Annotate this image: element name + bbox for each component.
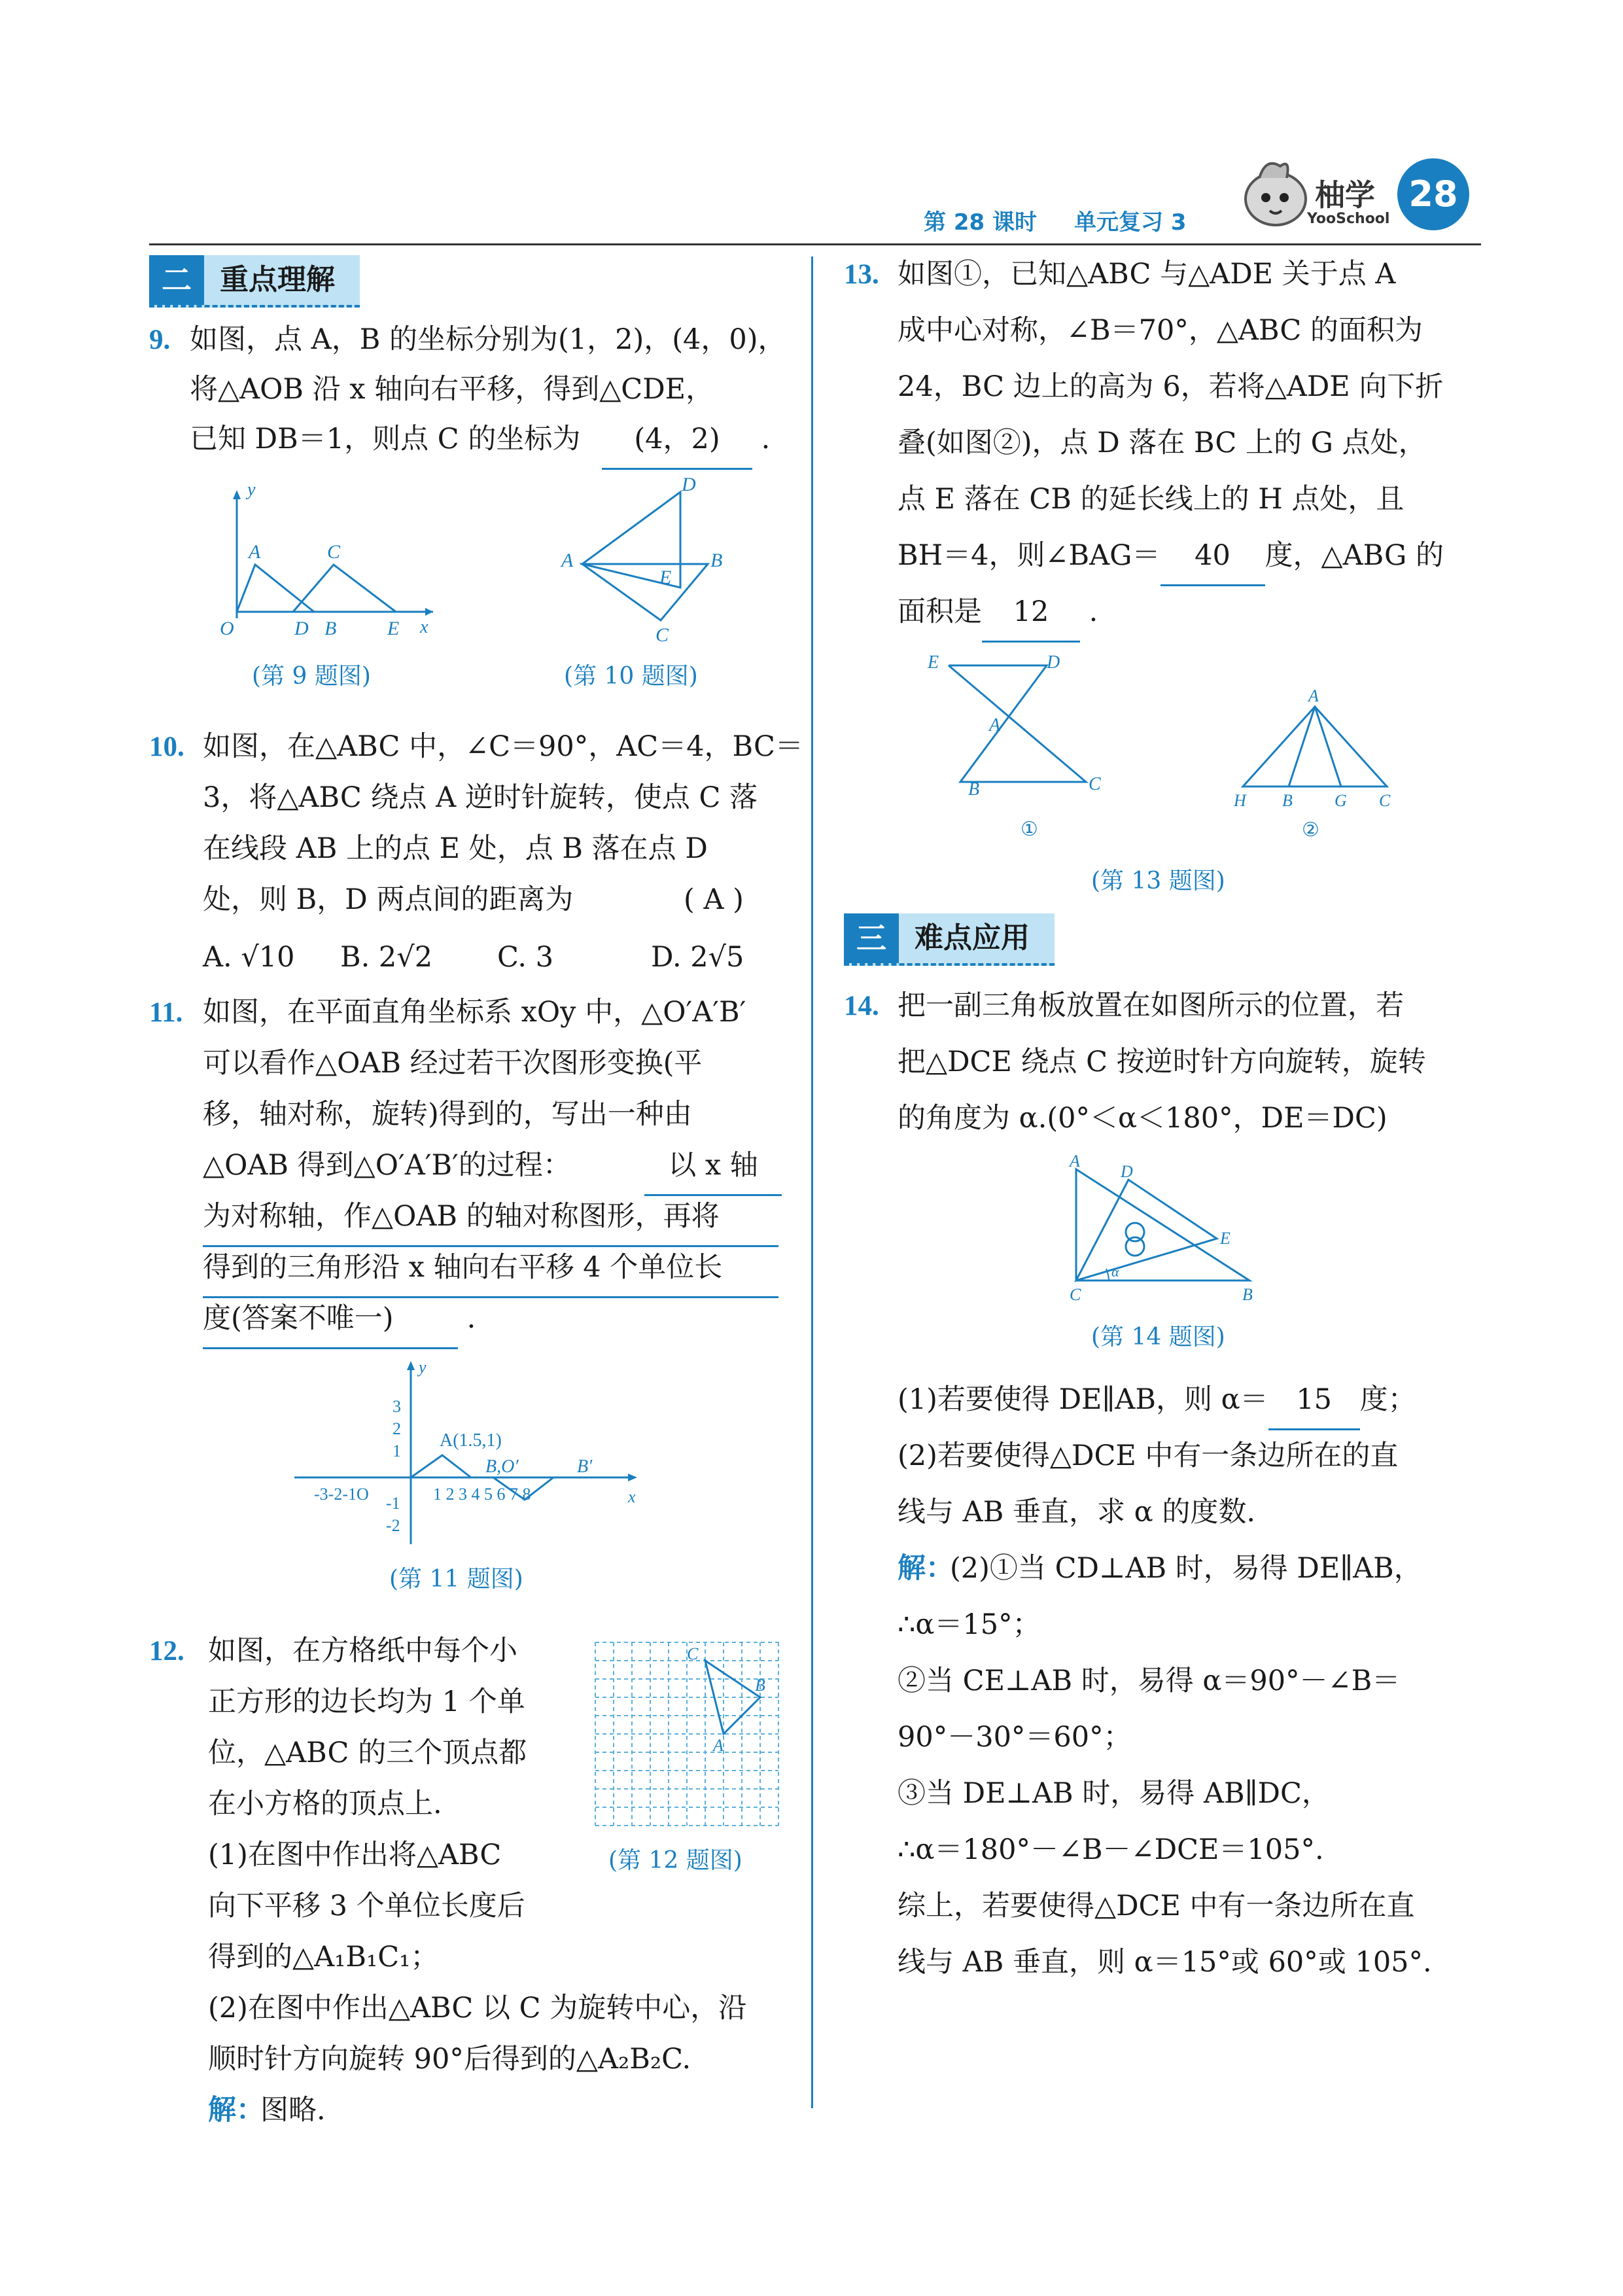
q14-line: 把一副三角板放置在如图所示的位置，若 xyxy=(898,989,1404,1022)
q13-fig1-mark: ① xyxy=(1021,819,1038,840)
q9-line: 已知 DB＝1，则点 C 的坐标为 xyxy=(190,423,581,455)
section-title: 难点应用 xyxy=(915,921,1030,955)
mascot-logo xyxy=(1240,152,1312,230)
q11-fig-label: B,O′ xyxy=(485,1457,519,1477)
q14-fig-label: E xyxy=(1220,1229,1230,1248)
q9-fig-label: x xyxy=(420,617,428,637)
section-tag: 三 xyxy=(844,913,899,963)
q14-line: 把△DCE 绕点 C 按逆时针方向旋转，旋转 xyxy=(898,1046,1426,1078)
q12-number: 12. xyxy=(149,1636,184,1667)
q9-fig-label: D xyxy=(294,618,309,638)
q11-line: 移，轴对称，旋转)得到的，写出一种由 xyxy=(203,1098,692,1131)
page-number-badge: 28 xyxy=(1397,158,1469,230)
q14-fig-label: A xyxy=(1070,1155,1080,1171)
q10-fig-label: B xyxy=(710,550,723,571)
q11-answer: 度(答案不唯一) . xyxy=(203,1290,476,1349)
q10-number: 10. xyxy=(149,732,184,762)
q11-line: △OAB 得到△O′A′B′的过程： xyxy=(203,1149,571,1182)
q14-solution-line: ∴α＝15°； xyxy=(898,1608,1041,1641)
q13-fig2-label: C xyxy=(1379,791,1391,810)
q10-line: 在线段 AB 上的点 E 处，点 B 落在点 D xyxy=(203,832,708,865)
q9-line: 如图，点 A，B 的坐标分别为(1，2)，(4，0)， xyxy=(190,323,786,356)
q13-line: 点 E 落在 CB 的延长线上的 H 点处，且 xyxy=(898,483,1405,516)
q11-fig-label: -1 xyxy=(386,1494,400,1513)
q13-line: BH＝4，则∠BAG＝ 40 度，△ABG 的 xyxy=(898,527,1444,586)
q13-fig1-label: C xyxy=(1089,774,1101,794)
section-tag: 二 xyxy=(149,255,204,305)
q13-fig1-label: D xyxy=(1047,652,1060,673)
q9-fig-label: B xyxy=(324,618,337,638)
q13-line: 面积是 12 . xyxy=(898,584,1098,643)
q12-line: 向下平移 3 个单位长度后 xyxy=(208,1890,525,1922)
q12-solution: 图略. xyxy=(260,2094,326,2127)
q14-number: 14. xyxy=(844,991,879,1021)
q9-caption: (第 9 题图) xyxy=(252,663,371,690)
q12-fig-label: B xyxy=(755,1676,765,1695)
q14-solution-line: (2)①当 CD⊥AB 时，易得 DE∥AB， xyxy=(950,1552,1422,1585)
q12-fig-label: C xyxy=(687,1644,699,1663)
q13-line: 成中心对称，∠B＝70°，△ABC 的面积为 xyxy=(898,314,1423,347)
q11-fig-label: 3 xyxy=(393,1397,401,1416)
q11-fig-label: -3-2-1O xyxy=(314,1485,369,1504)
q10-caption: (第 10 题图) xyxy=(564,663,698,690)
q12-line: (1)在图中作出将△ABC xyxy=(208,1839,502,1871)
q14-part1: (1)若要使得 DE∥AB，则 α＝ 15 度； xyxy=(898,1371,1416,1430)
section-header-3 xyxy=(844,913,1055,966)
q9-fig-label: O xyxy=(220,618,234,638)
q12-line: (2)在图中作出△ABC 以 C 为旋转中心，沿 xyxy=(208,1992,747,2024)
q13-fig2-mark: ② xyxy=(1302,819,1319,841)
brand-sub: YooSchool xyxy=(1307,211,1390,227)
q9-line: 将△AOB 沿 x 轴向右平移，得到△CDE， xyxy=(190,373,714,406)
q13-fig1-label: A xyxy=(989,715,1001,735)
section-header-2 xyxy=(149,255,360,308)
q10-fig-label: E xyxy=(659,567,672,588)
q10-answer: ( A ) xyxy=(684,883,744,916)
q11-fig-label: B′ xyxy=(577,1457,593,1477)
q14-solution-line: 综上，若要使得△DCE 中有一条边所在直 xyxy=(898,1890,1415,1922)
q14-part2: 线与 AB 垂直，求 α 的度数. xyxy=(898,1496,1256,1528)
q10-fig-label: A xyxy=(561,550,574,571)
q13-line: 24，BC 边上的高为 6，若将△ADE 向下折 xyxy=(898,370,1444,403)
q12-solution-label: 解： xyxy=(208,2094,264,2127)
q11-answer: 以 x 轴 xyxy=(644,1137,782,1196)
q10-line: 处，则 B，D 两点间的距离为 xyxy=(203,883,574,916)
q13-fig2-label: B xyxy=(1282,791,1293,810)
q9-fig-label: C xyxy=(327,541,341,563)
q10-figure xyxy=(556,478,739,648)
q14-fig-label: B xyxy=(1242,1285,1253,1304)
lesson-label: 第 28 课时 xyxy=(924,209,1037,236)
q14-solution-label: 解： xyxy=(898,1552,954,1585)
q14-solution-line: ②当 CE⊥AB 时，易得 α＝90°－∠B＝ xyxy=(898,1665,1401,1697)
q11-fig-label: 1 xyxy=(393,1441,401,1460)
q11-fig-label: y xyxy=(419,1358,427,1377)
q13-line: 如图①，已知△ABC 与△ADE 关于点 A xyxy=(898,258,1396,291)
q14-part2: (2)若要使得△DCE 中有一条边所在的直 xyxy=(898,1439,1399,1472)
q9-fig-label: A xyxy=(249,541,261,563)
q13-number: 13. xyxy=(844,259,879,290)
q14-line: 的角度为 α.(0°＜α＜180°，DE＝DC) xyxy=(898,1102,1387,1135)
q11-fig-label: A(1.5,1) xyxy=(440,1430,502,1451)
q13-figure-1 xyxy=(916,651,1112,847)
q11-answer: 得到的三角形沿 x 轴向右平移 4 个单位长 xyxy=(203,1239,778,1298)
q10-line: 如图，在△ABC 中，∠C＝90°，AC＝4，BC＝ xyxy=(203,730,803,763)
q13-fig2-label: A xyxy=(1308,687,1319,705)
q11-answer: 为对称轴，作△OAB 的轴对称图形，再将 xyxy=(203,1188,778,1247)
q9-fig-label: y xyxy=(247,481,256,500)
q13-fig2-label: H xyxy=(1234,791,1246,810)
q12-line: 得到的△A₁B₁C₁； xyxy=(208,1941,439,1973)
q14-figure xyxy=(1056,1155,1266,1309)
q14-fig-label: D xyxy=(1121,1162,1133,1181)
brand-name: 柚学 xyxy=(1315,177,1375,213)
q13-fig1-label: E xyxy=(928,652,939,673)
q10-option-b: B. 2√2 xyxy=(340,941,433,974)
q12-grid-figure xyxy=(589,1636,785,1832)
q10-fig-label: D xyxy=(682,478,696,495)
q14-solution-line: ∴α＝180°－∠B－∠DCE＝105°. xyxy=(898,1833,1324,1866)
q12-fig-label: A xyxy=(713,1736,724,1755)
column-divider xyxy=(811,256,813,2108)
q11-fig-label: 2 xyxy=(393,1419,401,1438)
q10-line: 3，将△ABC 绕点 A 逆时针旋转，使点 C 落 xyxy=(203,781,758,814)
q14-solution-line: 90°－30°＝60°； xyxy=(898,1721,1132,1754)
q13-figure-2 xyxy=(1217,687,1413,847)
q11-fig-label: x xyxy=(628,1487,636,1506)
q13-caption: (第 13 题图) xyxy=(1091,868,1225,894)
q10-option-a: A. √10 xyxy=(203,941,295,974)
q9-figure xyxy=(196,481,445,638)
q11-figure xyxy=(294,1354,648,1551)
q11-fig-label: -2 xyxy=(386,1516,400,1535)
section-title: 重点理解 xyxy=(220,263,335,296)
q10-option-c: C. 3 xyxy=(497,941,554,974)
q11-line: 如图，在平面直角坐标系 xOy 中，△O′A′B′ xyxy=(203,996,746,1029)
q14-caption: (第 14 题图) xyxy=(1091,1324,1225,1351)
q14-fig-label: α xyxy=(1111,1263,1119,1280)
q13-fig2-label: G xyxy=(1335,791,1347,810)
q12-line: 正方形的边长均为 1 个单 xyxy=(208,1686,525,1718)
header-rule xyxy=(149,243,1481,245)
q14-solution-line: 线与 AB 垂直，则 α＝15°或 60°或 105°. xyxy=(898,1946,1432,1979)
q12-line: 如图，在方格纸中每个小 xyxy=(208,1634,517,1667)
q11-number: 11. xyxy=(149,997,183,1028)
q10-option-d: D. 2√5 xyxy=(651,941,744,974)
q14-solution-line: ③当 DE⊥AB 时，易得 AB∥DC， xyxy=(898,1777,1330,1810)
q11-line: 可以看作△OAB 经过若干次图形变换(平 xyxy=(203,1047,703,1080)
q12-caption: (第 12 题图) xyxy=(608,1847,742,1874)
q12-line: 位，△ABC 的三个顶点都 xyxy=(208,1737,527,1769)
q11-fig-label: 1 2 3 4 5 6 7 8 xyxy=(433,1485,531,1504)
q11-caption: (第 11 题图) xyxy=(389,1566,523,1593)
q13-line: 叠(如图②)，点 D 落在 BC 上的 G 点处， xyxy=(898,427,1427,459)
q12-line: 在小方格的顶点上. xyxy=(208,1788,442,1820)
q9-number: 9. xyxy=(149,325,171,355)
q13-fig1-label: B xyxy=(968,779,980,800)
q9-answer: (4，2) . xyxy=(602,411,770,470)
q12-line: 顺时针方向旋转 90°后得到的△A₂B₂C. xyxy=(208,2043,691,2075)
unit-label: 单元复习 3 xyxy=(1074,209,1187,236)
q9-fig-label: E xyxy=(387,618,400,638)
q14-fig-label: C xyxy=(1070,1285,1081,1304)
q10-fig-label: C xyxy=(655,624,669,646)
